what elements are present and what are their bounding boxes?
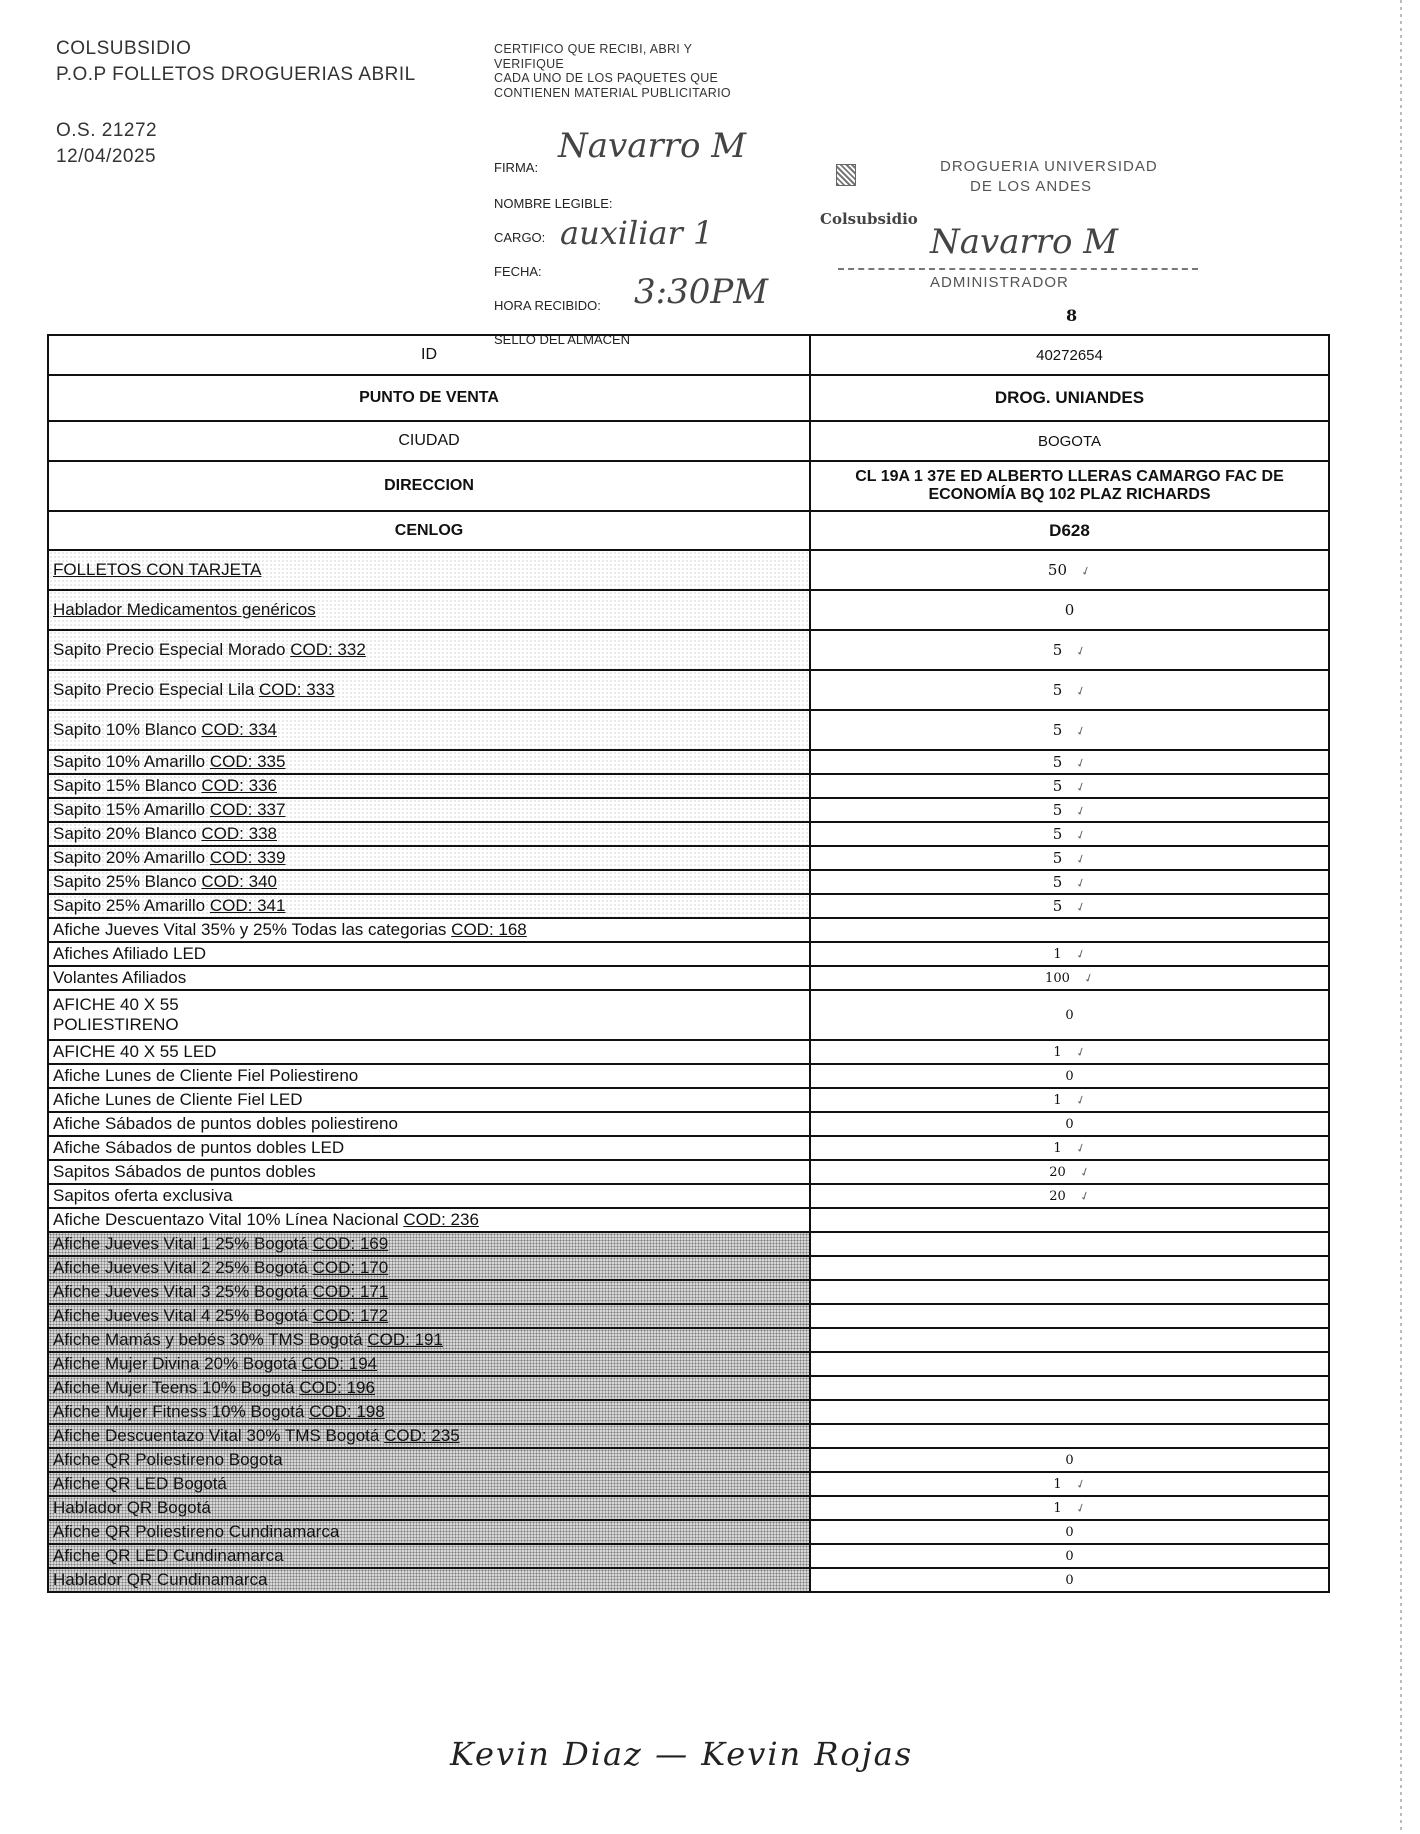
item-code: COD: 339 — [209, 848, 286, 867]
item-qty-cell — [810, 846, 1329, 870]
item-name-cell — [48, 1352, 810, 1376]
info-row — [48, 375, 1329, 421]
firma-signature: Navarro M — [558, 126, 747, 166]
item-row — [48, 1232, 1329, 1256]
item-row — [48, 1352, 1329, 1376]
item-name: Afiche Jueves Vital 1 25% Bogotá — [53, 1234, 308, 1253]
page-number: 8 — [1066, 306, 1078, 325]
item-qty-cell — [810, 710, 1329, 750]
item-qty-cell — [810, 550, 1329, 590]
item-qty-cell — [810, 1400, 1329, 1424]
item-name-cell — [48, 670, 810, 710]
item-name-cell — [48, 1304, 810, 1328]
item-qty-cell — [810, 1496, 1329, 1520]
item-row — [48, 1400, 1329, 1424]
item-code: COD: 194 — [301, 1354, 378, 1373]
item-name: Afiche Mujer Fitness 10% Bogotá — [53, 1402, 305, 1421]
cargo-label: CARGO: — [494, 230, 546, 245]
item-qty: 0 — [1065, 1548, 1074, 1564]
item-qty: 1 — [1053, 1500, 1062, 1516]
item-name-cell — [48, 1280, 810, 1304]
item-qty: 0 — [1065, 1524, 1074, 1540]
item-qty: 5 — [1052, 897, 1063, 915]
item-qty-cell — [810, 590, 1329, 630]
item-name-cell — [48, 1544, 810, 1568]
item-row — [48, 1328, 1329, 1352]
item-qty-cell — [810, 942, 1329, 966]
item-code: COD: 170 — [312, 1258, 389, 1277]
item-name-cell — [48, 1376, 810, 1400]
item-code: COD: 338 — [201, 824, 277, 843]
item-row — [48, 1136, 1329, 1160]
item-name-cell — [48, 1112, 810, 1136]
cert-line: CONTIENEN MATERIAL PUBLICITARIO — [494, 85, 731, 100]
info-value: CL 19A 1 37E ED ALBERTO LLERAS CAMARGO FAC DE ECONOMÍA BQ 102 PLAZ RICHARDS — [810, 461, 1329, 511]
item-name: Volantes Afiliados — [53, 968, 187, 987]
item-qty-cell — [810, 1088, 1329, 1112]
item-qty-cell — [810, 1136, 1329, 1160]
item-row — [48, 590, 1329, 630]
item-qty: 5 — [1052, 721, 1063, 739]
item-code: COD: 191 — [367, 1330, 443, 1349]
item-name: Hablador QR Bogotá — [53, 1498, 211, 1517]
item-name: Sapitos Sábados de puntos dobles — [53, 1162, 316, 1181]
stamp-signature: Navarro M — [930, 222, 1119, 262]
store-stamp — [820, 150, 1200, 290]
item-row — [48, 1160, 1329, 1184]
fecha-label: FECHA: — [494, 264, 542, 279]
item-name: Afiche Mujer Divina 20% Bogotá — [53, 1354, 297, 1373]
item-qty-cell — [810, 1256, 1329, 1280]
item-row — [48, 822, 1329, 846]
item-name: Sapito 15% Amarillo — [53, 800, 206, 819]
item-code: COD: 236 — [403, 1210, 479, 1229]
item-name: Afiche Lunes de Cliente Fiel LED — [53, 1090, 303, 1109]
item-name: Afiche Jueves Vital 2 25% Bogotá — [53, 1258, 308, 1277]
item-qty-cell — [810, 1376, 1329, 1400]
scan-edge — [1400, 0, 1402, 1834]
check-mark-icon: ✓ — [1081, 969, 1097, 986]
item-qty-cell — [810, 1424, 1329, 1448]
item-qty-cell — [810, 822, 1329, 846]
item-name: Hablador QR Cundinamarca — [53, 1570, 268, 1589]
item-code: COD: 235 — [384, 1426, 460, 1445]
item-name: Afiche Jueves Vital 4 25% Bogotá — [53, 1306, 308, 1325]
item-name: Sapito 15% Blanco — [53, 776, 197, 795]
item-qty: 0 — [1065, 1116, 1074, 1132]
check-mark-icon: ✓ — [1077, 1163, 1092, 1180]
item-name: Afiche QR Poliestireno Bogota — [53, 1450, 283, 1469]
check-mark-icon: ✓ — [1078, 562, 1094, 580]
item-name: Afiches Afiliado LED — [53, 944, 207, 963]
item-row — [48, 710, 1329, 750]
item-code: COD: 333 — [259, 680, 335, 699]
item-qty-cell — [810, 1064, 1329, 1088]
item-name: Afiche Descuentazo Vital 10% Línea Nacional — [53, 1210, 399, 1229]
item-name: Hablador Medicamentos genéricos — [53, 600, 316, 619]
item-name-cell — [48, 774, 810, 798]
item-row — [48, 846, 1329, 870]
item-name-cell — [48, 1232, 810, 1256]
info-value: D628 — [810, 511, 1329, 550]
item-qty: 0 — [1065, 1007, 1074, 1023]
item-name-cell — [48, 798, 810, 822]
item-qty-cell — [810, 1280, 1329, 1304]
info-row — [48, 335, 1329, 375]
item-qty: 5 — [1052, 681, 1063, 699]
check-mark-icon: ✓ — [1074, 722, 1089, 740]
company-name: COLSUBSIDIO — [56, 38, 192, 59]
item-code: COD: 196 — [299, 1378, 375, 1397]
cert-line: CADA UNO DE LOS PAQUETES QUE — [494, 71, 719, 85]
item-name-cell — [48, 590, 810, 630]
item-name-cell — [48, 918, 810, 942]
document-header — [56, 36, 416, 170]
item-qty: 100 — [1045, 970, 1070, 986]
item-qty-cell — [810, 1568, 1329, 1592]
item-row — [48, 774, 1329, 798]
item-row — [48, 918, 1329, 942]
item-qty: 5 — [1052, 641, 1063, 659]
item-code: COD: 340 — [201, 872, 277, 891]
item-name: Sapito 25% Amarillo — [53, 896, 206, 915]
info-label: PUNTO DE VENTA — [48, 375, 810, 421]
check-mark-icon: ✓ — [1074, 874, 1089, 892]
item-qty: 0 — [1065, 1572, 1074, 1588]
item-qty-cell — [810, 1304, 1329, 1328]
item-name-cell — [48, 1064, 810, 1088]
check-mark-icon: ✓ — [1074, 754, 1089, 772]
item-qty-cell — [810, 1112, 1329, 1136]
document-date: 12/04/2025 — [56, 146, 157, 167]
item-qty-cell — [810, 798, 1329, 822]
check-mark-icon: ✓ — [1073, 1475, 1088, 1492]
item-row — [48, 1088, 1329, 1112]
item-name: Afiche Jueves Vital 3 25% Bogotá — [53, 1282, 308, 1301]
item-name: Sapito Precio Especial Morado — [53, 640, 286, 659]
item-qty: 1 — [1053, 946, 1062, 962]
item-qty: 5 — [1052, 873, 1063, 891]
cert-line: CERTIFICO QUE RECIBI, ABRI Y — [494, 42, 693, 56]
item-row — [48, 1184, 1329, 1208]
item-name-line2: POLIESTIRENO — [53, 1015, 179, 1034]
item-row — [48, 1424, 1329, 1448]
item-name: Sapito Precio Especial Lila — [53, 680, 255, 699]
item-name-cell — [48, 990, 810, 1040]
item-name-cell — [48, 710, 810, 750]
item-row — [48, 1568, 1329, 1592]
item-name: AFICHE 40 X 55 — [53, 995, 179, 1014]
item-qty: 1 — [1053, 1140, 1062, 1156]
item-row — [48, 1544, 1329, 1568]
item-name: AFICHE 40 X 55 LED — [53, 1042, 217, 1061]
check-mark-icon: ✓ — [1073, 1139, 1088, 1156]
item-qty: 5 — [1052, 849, 1063, 867]
item-qty-cell — [810, 1544, 1329, 1568]
item-code: COD: 334 — [201, 720, 277, 739]
item-row — [48, 1280, 1329, 1304]
item-code: COD: 171 — [312, 1282, 389, 1301]
item-row — [48, 1304, 1329, 1328]
stamp-role: ADMINISTRADOR — [930, 274, 1069, 291]
item-name-cell — [48, 1256, 810, 1280]
item-qty-cell — [810, 1520, 1329, 1544]
item-qty-cell — [810, 1448, 1329, 1472]
item-row — [48, 966, 1329, 990]
item-row — [48, 798, 1329, 822]
item-qty-cell — [810, 1352, 1329, 1376]
item-code: COD: 172 — [312, 1306, 389, 1325]
item-qty: 1 — [1053, 1476, 1062, 1492]
item-row — [48, 1496, 1329, 1520]
item-qty: 5 — [1052, 753, 1063, 771]
item-qty-cell — [810, 630, 1329, 670]
item-name: Sapito 20% Blanco — [53, 824, 197, 843]
info-label: ID — [48, 335, 810, 375]
item-name: Sapitos oferta exclusiva — [53, 1186, 233, 1205]
item-name-cell — [48, 1160, 810, 1184]
item-name-cell — [48, 1448, 810, 1472]
document-title: P.O.P FOLLETOS DROGUERIAS ABRIL — [56, 64, 416, 85]
item-row — [48, 1448, 1329, 1472]
item-qty-cell — [810, 966, 1329, 990]
check-mark-icon: ✓ — [1074, 826, 1089, 844]
info-label: CENLOG — [48, 511, 810, 550]
item-code: COD: 335 — [209, 752, 286, 771]
item-row — [48, 670, 1329, 710]
firma-label: FIRMA: — [494, 160, 539, 175]
item-code: COD: 337 — [209, 800, 286, 819]
item-name: Sapito 20% Amarillo — [53, 848, 206, 867]
item-qty: 5 — [1052, 777, 1063, 795]
stamp-line-2: DE LOS ANDES — [970, 178, 1093, 195]
footer-signature: Kevin Diaz — Kevin Rojas — [450, 1735, 914, 1773]
item-row — [48, 1376, 1329, 1400]
delivery-table — [47, 334, 1330, 1593]
item-name: Sapito 10% Amarillo — [53, 752, 206, 771]
item-name: FOLLETOS CON TARJETA — [53, 560, 262, 579]
order-number: O.S. 21272 — [56, 120, 158, 141]
item-name-cell — [48, 1136, 810, 1160]
item-name-cell — [48, 870, 810, 894]
item-row — [48, 630, 1329, 670]
item-name: Sapito 10% Blanco — [53, 720, 197, 739]
item-qty-cell — [810, 750, 1329, 774]
item-name: Afiche Mujer Teens 10% Bogotá — [53, 1378, 295, 1397]
item-code: COD: 169 — [312, 1234, 389, 1253]
item-row — [48, 1472, 1329, 1496]
check-mark-icon: ✓ — [1073, 1499, 1088, 1516]
info-row — [48, 461, 1329, 511]
item-row — [48, 894, 1329, 918]
cargo-value: auxiliar 1 — [560, 214, 714, 252]
item-qty: 0 — [1065, 1452, 1074, 1468]
item-name: Afiche QR Poliestireno Cundinamarca — [53, 1522, 340, 1541]
item-name-cell — [48, 1328, 810, 1352]
item-qty-cell — [810, 1184, 1329, 1208]
check-mark-icon: ✓ — [1074, 898, 1089, 916]
hora-label: HORA RECIBIDO: — [494, 298, 601, 313]
item-row — [48, 942, 1329, 966]
item-qty: 5 — [1052, 825, 1063, 843]
item-name-cell — [48, 1040, 810, 1064]
item-qty-cell — [810, 1208, 1329, 1232]
item-qty-cell — [810, 894, 1329, 918]
check-mark-icon: ✓ — [1074, 682, 1089, 700]
item-qty: 20 — [1049, 1188, 1066, 1204]
item-row — [48, 550, 1329, 590]
item-row — [48, 1112, 1329, 1136]
item-name-cell — [48, 846, 810, 870]
item-qty-cell — [810, 918, 1329, 942]
signature-line — [838, 268, 1198, 270]
item-qty: 20 — [1049, 1164, 1066, 1180]
hora-value: 3:30PM — [634, 272, 769, 312]
item-qty-cell — [810, 990, 1329, 1040]
info-value: BOGOTA — [810, 421, 1329, 461]
item-name-cell — [48, 1208, 810, 1232]
item-name-cell — [48, 1424, 810, 1448]
cert-line: VERIFIQUE — [494, 56, 565, 71]
item-qty-cell — [810, 670, 1329, 710]
info-value: DROG. UNIANDES — [810, 375, 1329, 421]
item-row — [48, 1520, 1329, 1544]
item-name-cell — [48, 1568, 810, 1592]
item-qty-cell — [810, 1040, 1329, 1064]
item-row — [48, 1064, 1329, 1088]
item-qty: 1 — [1053, 1044, 1062, 1060]
item-qty-cell — [810, 774, 1329, 798]
certification-text — [494, 42, 731, 100]
item-name-cell — [48, 1184, 810, 1208]
item-name-cell — [48, 1400, 810, 1424]
item-name: Afiche Lunes de Cliente Fiel Poliestireno — [53, 1066, 359, 1085]
check-mark-icon: ✓ — [1074, 802, 1089, 820]
check-mark-icon: ✓ — [1073, 1043, 1088, 1060]
item-qty: 50 — [1047, 561, 1068, 579]
item-qty-cell — [810, 1160, 1329, 1184]
info-row — [48, 421, 1329, 461]
check-mark-icon: ✓ — [1077, 1187, 1092, 1204]
item-name: Afiche QR LED Cundinamarca — [53, 1546, 284, 1565]
info-value: 40272654 — [810, 335, 1329, 375]
item-name-cell — [48, 630, 810, 670]
item-row — [48, 1040, 1329, 1064]
check-mark-icon: ✓ — [1073, 1091, 1088, 1108]
item-code: COD: 168 — [451, 920, 527, 939]
item-row — [48, 870, 1329, 894]
item-code: COD: 341 — [209, 896, 286, 915]
info-label: DIRECCION — [48, 461, 810, 511]
item-row — [48, 750, 1329, 774]
item-name-cell — [48, 1520, 810, 1544]
nombre-label: NOMBRE LEGIBLE: — [494, 196, 613, 211]
item-name-cell — [48, 894, 810, 918]
stamp-line-1: DROGUERIA UNIVERSIDAD — [940, 158, 1158, 175]
check-mark-icon: ✓ — [1074, 642, 1089, 660]
info-label: CIUDAD — [48, 421, 810, 461]
item-name: Afiche Mamás y bebés 30% TMS Bogotá — [53, 1330, 363, 1349]
item-name: Afiche Sábados de puntos dobles LED — [53, 1138, 345, 1157]
item-qty: 0 — [1065, 1068, 1074, 1084]
item-name-cell — [48, 1088, 810, 1112]
item-qty-cell — [810, 1472, 1329, 1496]
item-name-cell — [48, 750, 810, 774]
item-qty: 1 — [1053, 1092, 1062, 1108]
item-name-cell — [48, 822, 810, 846]
item-row — [48, 990, 1329, 1040]
item-code: COD: 336 — [201, 776, 277, 795]
item-row — [48, 1256, 1329, 1280]
qr-code-icon — [836, 164, 856, 186]
item-name-cell — [48, 942, 810, 966]
item-name-cell — [48, 1496, 810, 1520]
item-qty: 0 — [1064, 601, 1075, 619]
item-name: Sapito 25% Blanco — [53, 872, 197, 891]
item-qty-cell — [810, 870, 1329, 894]
check-mark-icon: ✓ — [1073, 945, 1088, 962]
item-qty: 5 — [1052, 801, 1063, 819]
item-name-cell — [48, 966, 810, 990]
item-name-cell — [48, 1472, 810, 1496]
stamp-logo: Colsubsidio — [820, 210, 918, 228]
item-name: Afiche Jueves Vital 35% y 25% Todas las categorias — [53, 920, 447, 939]
item-code: COD: 198 — [309, 1402, 385, 1421]
item-row — [48, 1208, 1329, 1232]
item-name: Afiche QR LED Bogotá — [53, 1474, 227, 1493]
item-qty-cell — [810, 1232, 1329, 1256]
check-mark-icon: ✓ — [1074, 850, 1089, 868]
sello-label: SELLO DEL ALMACEN — [494, 332, 631, 347]
item-name: Afiche Sábados de puntos dobles poliestireno — [53, 1114, 398, 1133]
item-name: Afiche Descuentazo Vital 30% TMS Bogotá — [53, 1426, 380, 1445]
info-row — [48, 511, 1329, 550]
check-mark-icon: ✓ — [1074, 778, 1089, 796]
item-name-cell — [48, 550, 810, 590]
item-qty-cell — [810, 1328, 1329, 1352]
item-code: COD: 332 — [290, 640, 366, 659]
